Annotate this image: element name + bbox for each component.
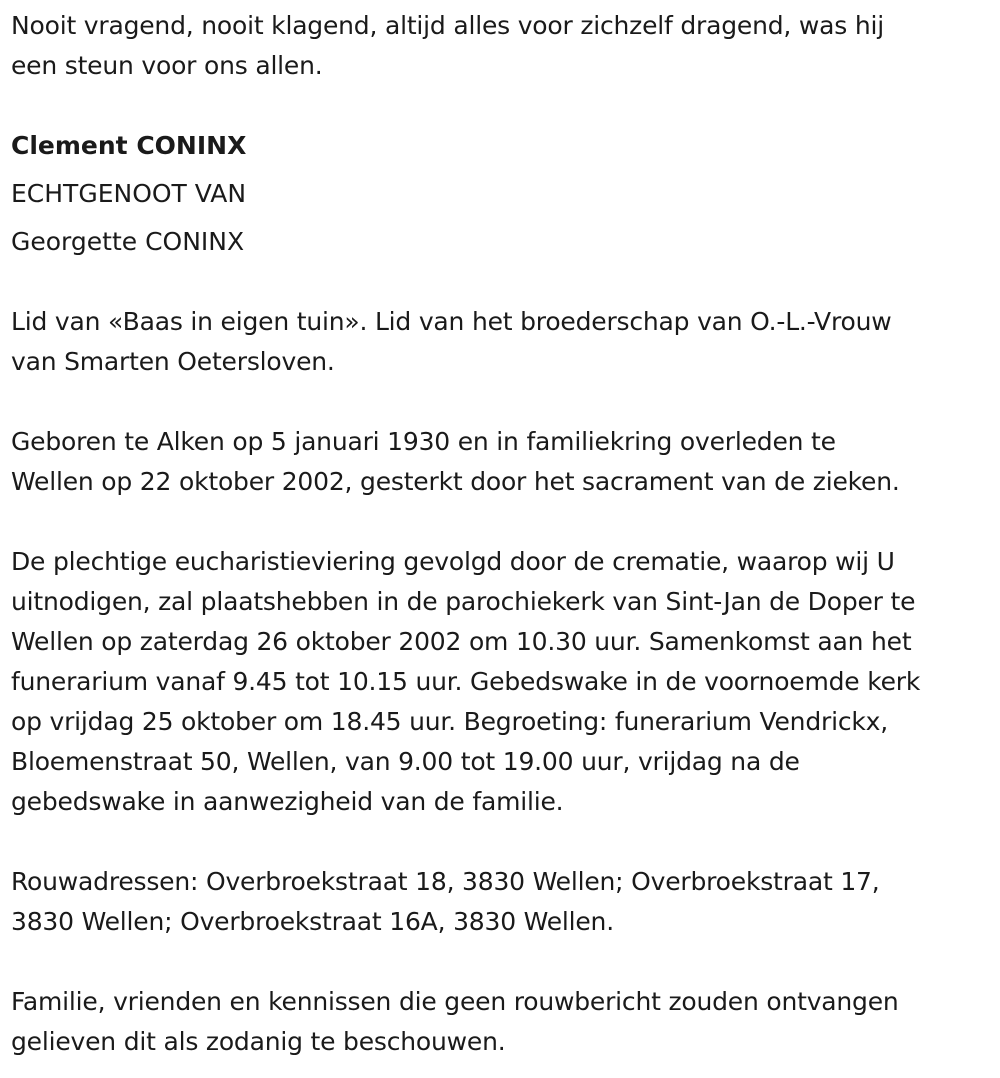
ceremony-line-6: Bloemenstraat 50, Wellen, van 9.00 tot 19.00 uur, vrijdag na de (11, 747, 800, 776)
deceased-name: Clement CONINX (11, 131, 247, 160)
birth-death-paragraph (11, 422, 900, 502)
intro-line-2: een steun voor ons allen. (11, 51, 323, 80)
birth-death-line-1: Geboren te Alken op 5 januari 1930 en in familiekring overleden te (11, 427, 836, 456)
ceremony-line-2: uitnodigen, zal plaatshebben in de parochiekerk van Sint-Jan de Doper te (11, 587, 916, 616)
ceremony-line-1: De plechtige eucharistieviering gevolgd door de crematie, waarop wij U (11, 547, 895, 576)
ceremony-line-5: op vrijdag 25 oktober om 18.45 uur. Begroeting: funerarium Vendrickx, (11, 707, 888, 736)
membership-line-1: Lid van «Baas in eigen tuin». Lid van het broederschap van O.-L.-Vrouw (11, 307, 892, 336)
addresses-line-1: Rouwadressen: Overbroekstraat 18, 3830 Wellen; Overbroekstraat 17, (11, 867, 880, 896)
intro-paragraph (11, 6, 884, 86)
addresses-paragraph (11, 862, 880, 942)
family-notice-line-2: gelieven dit als zodanig te beschouwen. (11, 1027, 506, 1056)
intro-line-1: Nooit vragend, nooit klagend, altijd alles voor zichzelf dragend, was hij (11, 11, 884, 40)
addresses-line-2: 3830 Wellen; Overbroekstraat 16A, 3830 Wellen. (11, 907, 614, 936)
ceremony-line-3: Wellen op zaterdag 26 oktober 2002 om 10.30 uur. Samenkomst aan het (11, 627, 912, 656)
membership-paragraph (11, 302, 891, 382)
family-notice-paragraph (11, 982, 899, 1062)
spouse-name: Georgette CONINX (11, 227, 245, 256)
family-notice-line-1: Familie, vrienden en kennissen die geen rouwbericht zouden ontvangen (11, 987, 899, 1016)
ceremony-line-7: gebedswake in aanwezigheid van de familie. (11, 787, 564, 816)
birth-death-line-2: Wellen op 22 oktober 2002, gesterkt door het sacrament van de zieken. (11, 467, 900, 496)
ceremony-line-4: funerarium vanaf 9.45 tot 10.15 uur. Gebedswake in de voornoemde kerk (11, 667, 921, 696)
spouse-label: ECHTGENOOT VAN (11, 179, 247, 208)
ceremony-paragraph (11, 542, 920, 822)
membership-line-2: van Smarten Oetersloven. (11, 347, 335, 376)
